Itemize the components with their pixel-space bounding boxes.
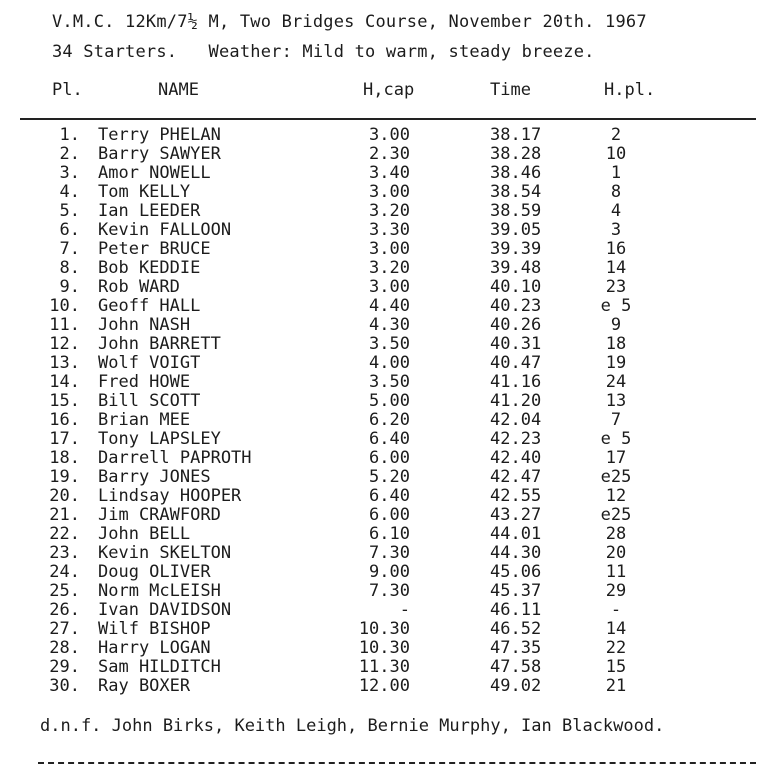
place-cell: 10. — [49, 296, 80, 316]
place-cell: 20. — [49, 486, 80, 506]
table-row — [0, 563, 760, 582]
column-header-time: Time — [490, 80, 531, 100]
place-cell: 1. — [59, 125, 80, 145]
time-cell: 47.35 — [490, 638, 542, 658]
runner-name-cell: Ray BOXER — [98, 676, 191, 696]
runner-name-cell: Sam HILDITCH — [98, 657, 221, 677]
place-cell: 7. — [59, 239, 80, 259]
table-row — [0, 677, 760, 696]
time-cell: 41.20 — [490, 391, 542, 411]
runner-name-cell: Wilf BISHOP — [98, 619, 211, 639]
time-cell: 49.02 — [490, 676, 542, 696]
handicap-place-cell: e25 — [600, 505, 632, 525]
handicap-cell: 6.00 — [369, 505, 410, 525]
table-row — [0, 164, 760, 183]
table-row — [0, 544, 760, 563]
time-cell: 44.30 — [490, 543, 542, 563]
handicap-place-cell: 4 — [610, 201, 622, 221]
runner-name-cell: Doug OLIVER — [98, 562, 211, 582]
column-header-handicap: H,cap — [363, 80, 415, 100]
runner-name-cell: Bob KEDDIE — [98, 258, 201, 278]
handicap-place-cell: 11 — [605, 562, 627, 582]
handicap-cell: 3.30 — [369, 220, 410, 240]
handicap-cell: 3.40 — [369, 163, 410, 183]
runner-name-cell: Terry PHELAN — [98, 125, 221, 145]
handicap-place-cell: 10 — [605, 144, 627, 164]
table-row — [0, 183, 760, 202]
runner-name-cell: Bill SCOTT — [98, 391, 201, 411]
place-cell: 19. — [49, 467, 80, 487]
table-row — [0, 392, 760, 411]
time-cell: 38.54 — [490, 182, 542, 202]
time-cell: 41.16 — [490, 372, 542, 392]
runner-name-cell: Kevin FALLOON — [98, 220, 232, 240]
table-row — [0, 449, 760, 468]
runner-name-cell: Ian LEEDER — [98, 201, 201, 221]
place-cell: 5. — [59, 201, 80, 221]
time-cell: 39.05 — [490, 220, 542, 240]
table-row — [0, 506, 760, 525]
runner-name-cell: John BELL — [98, 524, 191, 544]
handicap-cell: 10.30 — [358, 638, 410, 658]
time-cell: 40.23 — [490, 296, 542, 316]
handicap-cell: 6.10 — [369, 524, 410, 544]
table-row — [0, 411, 760, 430]
runner-name-cell: Kevin SKELTON — [98, 543, 232, 563]
runner-name-cell: Geoff HALL — [98, 296, 201, 316]
runner-name-cell: Wolf VOIGT — [98, 353, 201, 373]
handicap-cell: 4.30 — [369, 315, 410, 335]
handicap-place-cell: 13 — [605, 391, 627, 411]
time-cell: 38.17 — [490, 125, 542, 145]
time-cell: 42.47 — [490, 467, 542, 487]
handicap-place-cell: 29 — [605, 581, 627, 601]
time-cell: 38.28 — [490, 144, 542, 164]
handicap-cell: 3.00 — [369, 239, 410, 259]
table-row — [0, 316, 760, 335]
place-cell: 29. — [49, 657, 80, 677]
handicap-place-cell: 20 — [605, 543, 627, 563]
column-header-name: NAME — [158, 80, 199, 100]
place-cell: 9. — [59, 277, 80, 297]
handicap-cell: 3.50 — [369, 334, 410, 354]
handicap-cell: 6.20 — [369, 410, 410, 430]
place-cell: 3. — [59, 163, 80, 183]
column-header-place: Pl. — [52, 80, 83, 100]
time-cell: 46.11 — [490, 600, 542, 620]
table-row — [0, 126, 760, 145]
time-cell: 38.46 — [490, 163, 542, 183]
handicap-cell: 3.00 — [369, 182, 410, 202]
table-row — [0, 259, 760, 278]
table-row — [0, 373, 760, 392]
runner-name-cell: Tom KELLY — [98, 182, 191, 202]
runner-name-cell: Darrell PAPROTH — [98, 448, 252, 468]
place-cell: 15. — [49, 391, 80, 411]
time-cell: 38.59 — [490, 201, 542, 221]
runner-name-cell: Tony LAPSLEY — [98, 429, 221, 449]
place-cell: 2. — [59, 144, 80, 164]
table-row — [0, 430, 760, 449]
dnf-list: d.n.f. John Birks, Keith Leigh, Bernie Murphy, Ian Blackwood. — [40, 716, 665, 736]
handicap-cell: 3.00 — [369, 125, 410, 145]
handicap-cell: 12.00 — [358, 676, 410, 696]
handicap-cell: 7.30 — [369, 581, 410, 601]
handicap-cell: 6.00 — [369, 448, 410, 468]
results-table — [0, 126, 760, 696]
runner-name-cell: Norm McLEISH — [98, 581, 221, 601]
place-cell: 24. — [49, 562, 80, 582]
table-row — [0, 601, 760, 620]
place-cell: 13. — [49, 353, 80, 373]
place-cell: 12. — [49, 334, 80, 354]
table-row — [0, 354, 760, 373]
time-cell: 42.55 — [490, 486, 542, 506]
handicap-place-cell: e 5 — [600, 429, 632, 449]
handicap-cell: 3.00 — [369, 277, 410, 297]
place-cell: 22. — [49, 524, 80, 544]
race-title: V.M.C. 12Km/7½ M, Two Bridges Course, November 20th. 1967 — [52, 12, 647, 32]
place-cell: 8. — [59, 258, 80, 278]
place-cell: 25. — [49, 581, 80, 601]
place-cell: 11. — [49, 315, 80, 335]
handicap-place-cell: 17 — [605, 448, 627, 468]
table-row — [0, 145, 760, 164]
table-row — [0, 202, 760, 221]
handicap-place-cell: 18 — [605, 334, 627, 354]
time-cell: 44.01 — [490, 524, 542, 544]
handicap-cell: 6.40 — [369, 486, 410, 506]
handicap-place-cell: 3 — [610, 220, 622, 240]
runner-name-cell: John NASH — [98, 315, 191, 335]
handicap-place-cell: - — [610, 600, 622, 620]
handicap-place-cell: 24 — [605, 372, 627, 392]
runner-name-cell: Barry SAWYER — [98, 144, 221, 164]
handicap-place-cell: 22 — [605, 638, 627, 658]
handicap-place-cell: 23 — [605, 277, 627, 297]
handicap-place-cell: 21 — [605, 676, 627, 696]
table-row — [0, 582, 760, 601]
runner-name-cell: Peter BRUCE — [98, 239, 211, 259]
place-cell: 26. — [49, 600, 80, 620]
table-row — [0, 335, 760, 354]
handicap-place-cell: 7 — [610, 410, 622, 430]
footer-divider — [38, 762, 756, 764]
place-cell: 4. — [59, 182, 80, 202]
place-cell: 28. — [49, 638, 80, 658]
place-cell: 18. — [49, 448, 80, 468]
handicap-place-cell: e 5 — [600, 296, 632, 316]
runner-name-cell: Brian MEE — [98, 410, 191, 430]
table-row — [0, 525, 760, 544]
header-divider — [20, 118, 756, 120]
time-cell: 46.52 — [490, 619, 542, 639]
handicap-cell: 4.00 — [369, 353, 410, 373]
time-cell: 45.37 — [490, 581, 542, 601]
table-row — [0, 620, 760, 639]
handicap-place-cell: 28 — [605, 524, 627, 544]
handicap-cell: 2.30 — [369, 144, 410, 164]
handicap-cell: 6.40 — [369, 429, 410, 449]
handicap-cell: 5.00 — [369, 391, 410, 411]
table-row — [0, 468, 760, 487]
time-cell: 40.26 — [490, 315, 542, 335]
runner-name-cell: Lindsay HOOPER — [98, 486, 242, 506]
place-cell: 16. — [49, 410, 80, 430]
handicap-place-cell: e25 — [600, 467, 632, 487]
table-row — [0, 639, 760, 658]
runner-name-cell: Jim CRAWFORD — [98, 505, 221, 525]
runner-name-cell: Ivan DAVIDSON — [98, 600, 232, 620]
handicap-place-cell: 16 — [605, 239, 627, 259]
table-row — [0, 240, 760, 259]
handicap-place-cell: 15 — [605, 657, 627, 677]
handicap-place-cell: 14 — [605, 619, 627, 639]
table-row — [0, 297, 760, 316]
handicap-place-cell: 9 — [610, 315, 622, 335]
time-cell: 40.31 — [490, 334, 542, 354]
place-cell: 23. — [49, 543, 80, 563]
handicap-cell: 3.20 — [369, 258, 410, 278]
time-cell: 42.23 — [490, 429, 542, 449]
place-cell: 6. — [59, 220, 80, 240]
place-cell: 27. — [49, 619, 80, 639]
handicap-cell: 3.50 — [369, 372, 410, 392]
place-cell: 30. — [49, 676, 80, 696]
time-cell: 42.40 — [490, 448, 542, 468]
place-cell: 14. — [49, 372, 80, 392]
handicap-place-cell: 1 — [610, 163, 622, 183]
handicap-cell: 9.00 — [369, 562, 410, 582]
runner-name-cell: Fred HOWE — [98, 372, 191, 392]
time-cell: 40.10 — [490, 277, 542, 297]
time-cell: 47.58 — [490, 657, 542, 677]
column-header-handicap-place: H.pl. — [604, 80, 656, 100]
handicap-cell: 5.20 — [369, 467, 410, 487]
table-row — [0, 221, 760, 240]
handicap-cell: 3.20 — [369, 201, 410, 221]
handicap-place-cell: 19 — [605, 353, 627, 373]
handicap-place-cell: 8 — [610, 182, 622, 202]
time-cell: 45.06 — [490, 562, 542, 582]
table-row — [0, 658, 760, 677]
runner-name-cell: Rob WARD — [98, 277, 180, 297]
handicap-place-cell: 2 — [610, 125, 622, 145]
handicap-cell: 4.40 — [369, 296, 410, 316]
handicap-cell: 10.30 — [358, 619, 410, 639]
table-row — [0, 278, 760, 297]
handicap-place-cell: 12 — [605, 486, 627, 506]
time-cell: 40.47 — [490, 353, 542, 373]
handicap-place-cell: 14 — [605, 258, 627, 278]
time-cell: 42.04 — [490, 410, 542, 430]
time-cell: 39.39 — [490, 239, 542, 259]
runner-name-cell: Barry JONES — [98, 467, 211, 487]
table-row — [0, 487, 760, 506]
time-cell: 43.27 — [490, 505, 542, 525]
race-details: 34 Starters. Weather: Mild to warm, steady breeze. — [52, 42, 595, 62]
handicap-cell: 7.30 — [369, 543, 410, 563]
runner-name-cell: Harry LOGAN — [98, 638, 211, 658]
time-cell: 39.48 — [490, 258, 542, 278]
place-cell: 17. — [49, 429, 80, 449]
runner-name-cell: Amor NOWELL — [98, 163, 211, 183]
handicap-cell: 11.30 — [358, 657, 410, 677]
runner-name-cell: John BARRETT — [98, 334, 221, 354]
handicap-cell: - — [399, 600, 410, 620]
place-cell: 21. — [49, 505, 80, 525]
